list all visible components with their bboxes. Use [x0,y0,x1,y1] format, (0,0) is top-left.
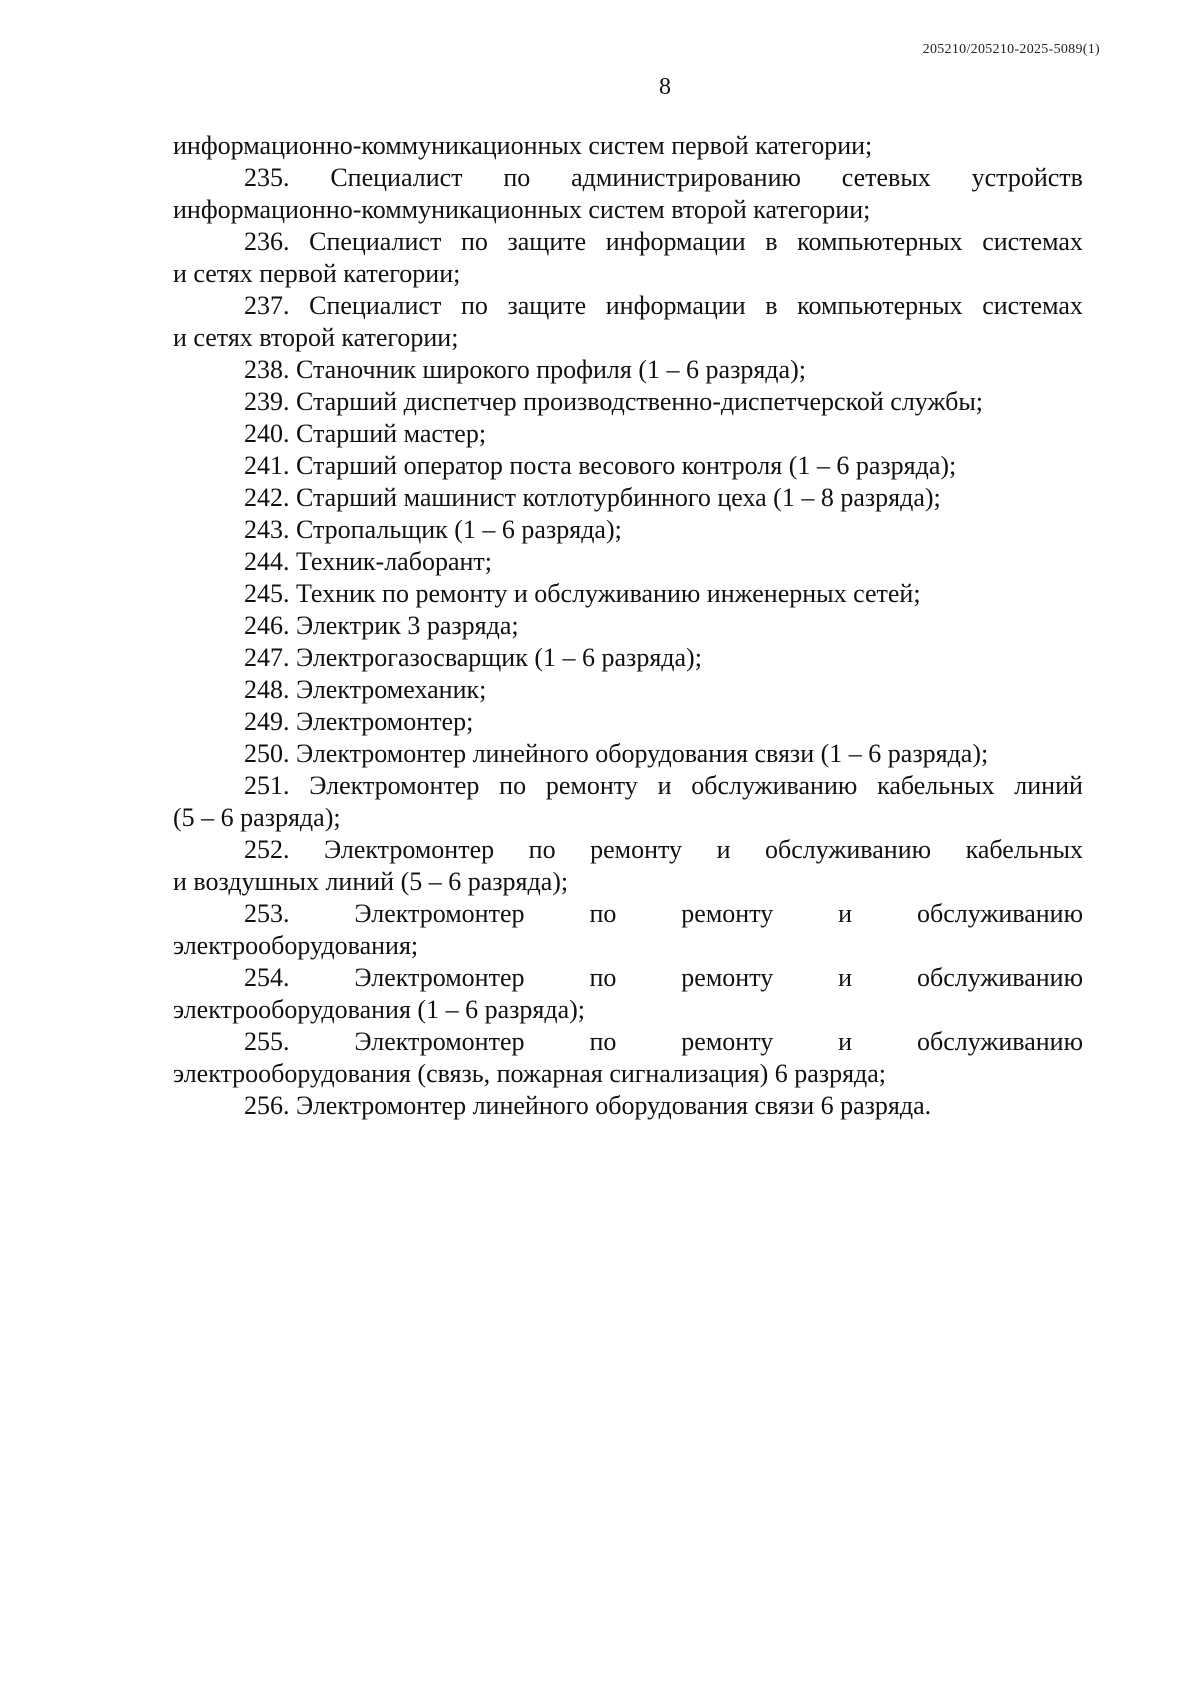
word: информации [605,227,746,256]
list-item-241: 241. Старший оператор поста весового контроля (1 – 6 разряда); [244,451,957,480]
word: по [460,291,488,320]
list-item-244: 244. Техник-лаборант; [244,547,492,576]
word: по [503,163,531,192]
word: обслуживанию [916,963,1083,992]
list-item-252 [173,834,1083,866]
text-line: (5 – 6 разряда); [173,803,341,832]
word: обслуживанию [691,771,858,800]
word: Электромонтер [354,963,525,992]
word: защите [507,291,587,320]
word: ремонту [545,771,638,800]
text-line: электрооборудования; [173,931,419,960]
word: по [528,835,556,864]
list-item-255 [173,1026,1083,1058]
list-item-242: 242. Старший машинист котлотурбинного цеха (1 – 8 разряда); [244,483,941,512]
list-item-238: 238. Станочник широкого профиля (1 – 6 разряда); [244,355,806,384]
list-item-235 [173,162,1083,194]
word: информации [605,291,746,320]
word: кабельных [877,771,995,800]
word: компьютерных [797,291,963,320]
word: компьютерных [797,227,963,256]
list-item-246: 246. Электрик 3 разряда; [244,611,519,640]
text-line: информационно-коммуникационных систем первой категории; [173,131,873,160]
word: по [589,963,617,992]
word: системах [982,291,1083,320]
word: и [716,835,731,864]
word: 253. [244,899,290,928]
list-item-243: 243. Стропальщик (1 – 6 разряда); [244,515,622,544]
word: обслуживанию [916,1027,1083,1056]
word: администрированию [571,163,801,192]
page-number: 8 [659,74,671,100]
word: по [499,771,527,800]
word: обслуживанию [765,835,932,864]
word: 251. [244,771,290,800]
word: и [838,1027,853,1056]
word: Электромонтер [309,771,480,800]
word: в [765,291,778,320]
word: ремонту [681,899,774,928]
word: Электромонтер [324,835,495,864]
word: и [838,963,853,992]
document-body [173,130,1083,1122]
word: ремонту [681,963,774,992]
list-item-245: 245. Техник по ремонту и обслуживанию инженерных сетей; [244,579,921,608]
document-id: 205210/205210-2025-5089(1) [922,42,1100,57]
list-item-248: 248. Электромеханик; [244,675,487,704]
list-item-247: 247. Электрогазосварщик (1 – 6 разряда); [244,643,702,672]
word: Электромонтер [354,899,525,928]
word: 236. [244,227,290,256]
word: обслуживанию [916,899,1083,928]
word: и [838,899,853,928]
word: Специалист [309,227,442,256]
word: 235. [244,163,290,192]
word: Специалист [330,163,463,192]
word: 254. [244,963,290,992]
list-item-239: 239. Старший диспетчер производственно-диспетчерской службы; [244,387,984,416]
list-item-251 [173,770,1083,802]
list-item-240: 240. Старший мастер; [244,419,487,448]
text-line: электрооборудования (связь, пожарная сигнализация) 6 разряда; [173,1059,887,1088]
word: по [460,227,488,256]
word: 237. [244,291,290,320]
list-item-236 [173,226,1083,258]
list-item-256: 256. Электромонтер линейного оборудования связи 6 разряда. [244,1091,932,1120]
list-item-237 [173,290,1083,322]
list-item-250: 250. Электромонтер линейного оборудования связи (1 – 6 разряда); [244,739,989,768]
text-line: электрооборудования (1 – 6 разряда); [173,995,585,1024]
word: устройств [971,163,1083,192]
word: ремонту [681,1027,774,1056]
word: по [589,1027,617,1056]
word: Специалист [309,291,442,320]
word: в [765,227,778,256]
word: ремонту [590,835,683,864]
text-line: и сетях первой категории; [173,259,461,288]
text-line: информационно-коммуникационных систем второй категории; [173,195,871,224]
word: сетевых [841,163,931,192]
word: 255. [244,1027,290,1056]
word: линий [1014,771,1083,800]
word: защите [507,227,587,256]
word: 252. [244,835,290,864]
text-line: и воздушных линий (5 – 6 разряда); [173,867,569,896]
list-item-254 [173,962,1083,994]
word: и [657,771,672,800]
list-item-249: 249. Электромонтер; [244,707,474,736]
word: Электромонтер [354,1027,525,1056]
word: кабельных [965,835,1083,864]
word: системах [982,227,1083,256]
text-line: и сетях второй категории; [173,323,459,352]
list-item-253 [173,898,1083,930]
word: по [589,899,617,928]
